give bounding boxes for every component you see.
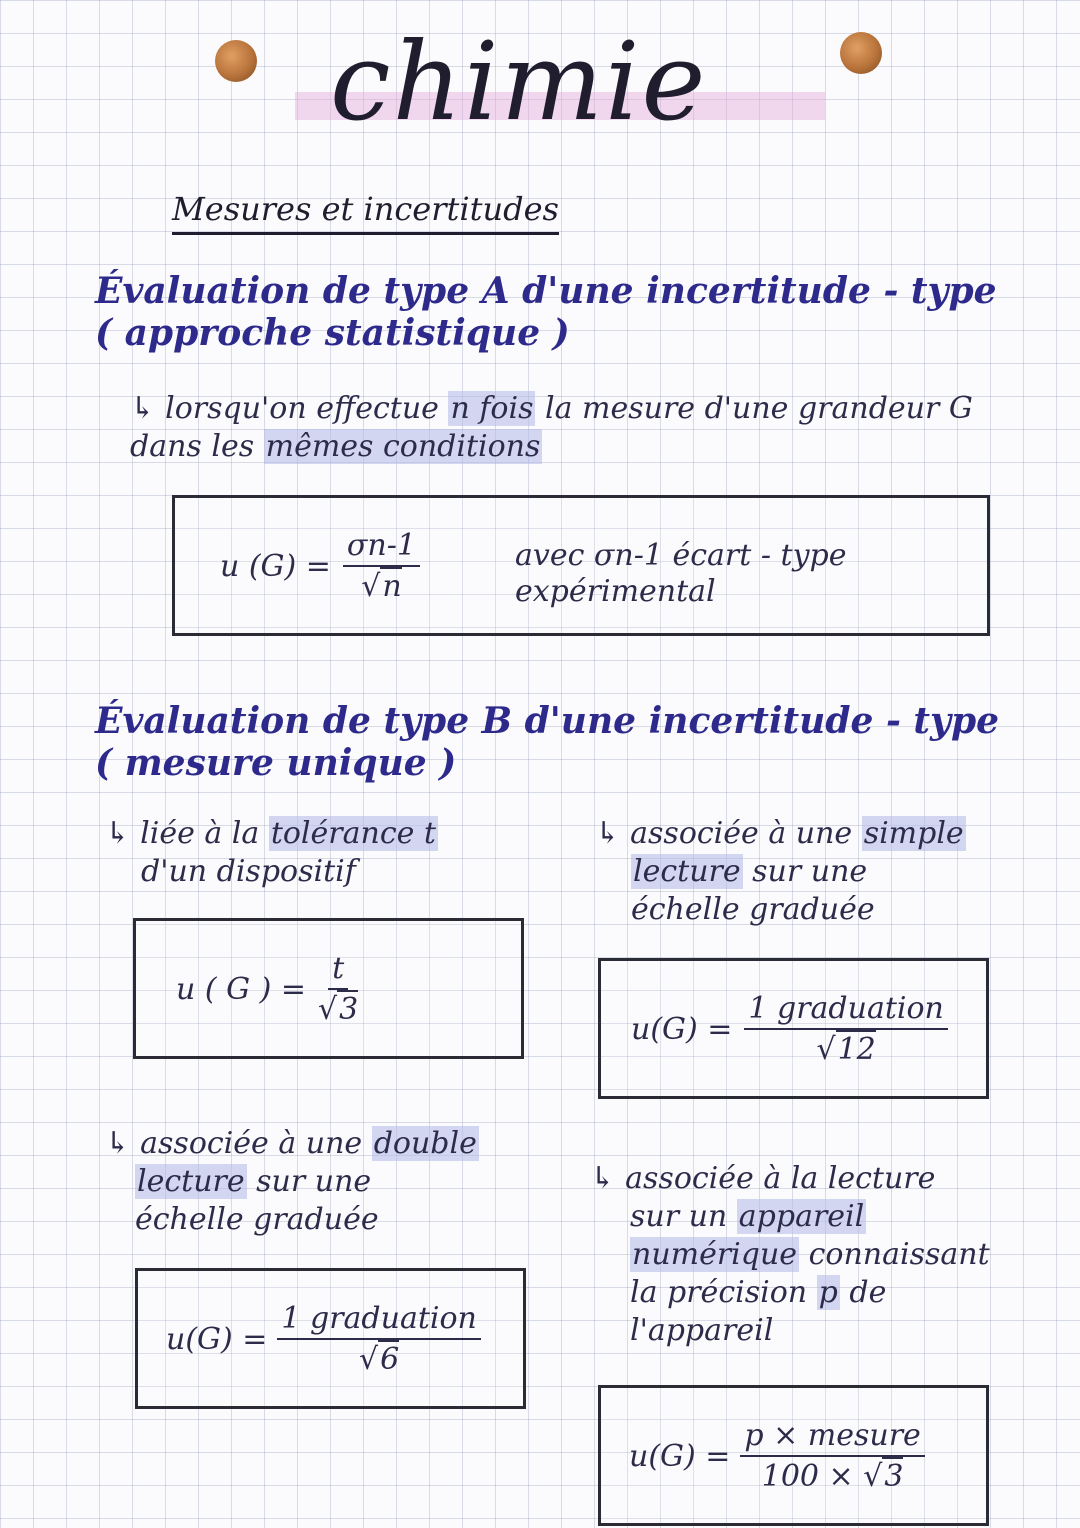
tolerance-formula: u ( G ) = $\frac{t}{√3}$ [176,951,359,1027]
highlight-n-fois: n fois [450,391,534,426]
type-a-heading-line1: Évaluation de type A d'une incertitude - type [95,270,997,312]
simple-reading-formula: u(G) = $\frac{\text{1 graduation}}{√12}$ [631,991,948,1067]
type-b-heading-line2: ( mesure unique ) [95,742,457,784]
simple-reading-text: ↳ associée à une simple lecture sur une échelle graduée [595,816,964,927]
binder-hole-right [840,32,882,74]
tolerance-text: ↳ liée à la tolérance t d'un dispositif [105,816,436,889]
arrow-icon: ↳ [130,391,156,426]
highlight-memes-conditions: mêmes conditions [265,429,541,464]
type-a-condition: ↳ lorsqu'on effectue n fois la mesure d'une grandeur G dans les mêmes conditions [130,391,973,464]
simple-reading-formula-box [598,958,989,1099]
type-b-heading [95,700,1015,784]
type-a-heading [95,270,1015,354]
double-reading-formula: u(G) = $\frac{\text{1 graduation}}{√6}$ [166,1301,481,1377]
type-a-formula: u (G) = $\frac{\sigma n-1}{√n}$ [220,528,420,604]
numeric-device-formula: u(G) = $\frac{\text{p × mesure}}{100 \times √3}$ [629,1418,925,1494]
type-a-formula-box [172,495,990,636]
highlight-tolerance: tolérance t [270,816,436,851]
arrow-icon: ↳ [590,1161,616,1196]
arrow-icon: ↳ [105,816,131,851]
arrow-icon: ↳ [105,1126,131,1161]
numeric-device-text: ↳ associée à la lecture sur un appareil numérique connaissant la précision p de l'appareil [590,1161,990,1348]
double-reading-formula-box [135,1268,526,1409]
type-b-heading-line1: Évaluation de type B d'une incertitude - type [95,700,1000,742]
type-a-fraction: $\frac{\sigma n-1}{√n}$ [343,528,420,604]
binder-hole-left [215,40,257,82]
double-reading-text: ↳ associée à une double lecture sur une échelle graduée [105,1126,477,1237]
tolerance-formula-box [133,918,524,1059]
type-a-heading-line2: ( approche statistique ) [95,312,570,354]
page-title: chimie [330,20,708,145]
type-a-note: avec σn-1 écart - type expérimental [515,538,847,609]
subtitle: Mesures et incertitudes [172,190,559,235]
numeric-device-formula-box [598,1385,989,1526]
arrow-icon: ↳ [595,816,621,851]
